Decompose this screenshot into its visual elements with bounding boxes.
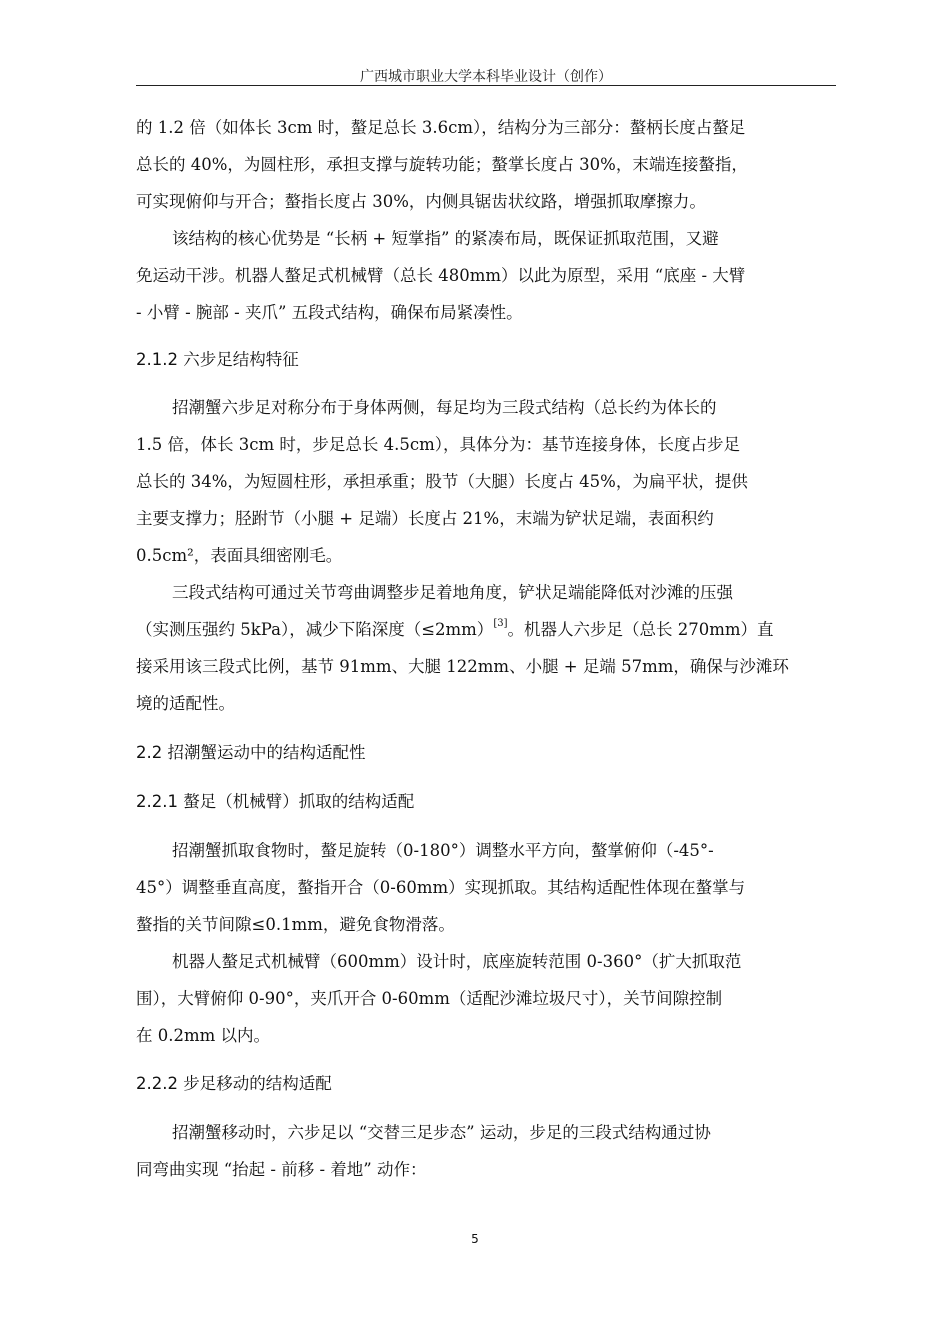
text-line: 接采用该三段式比例，基节 91mm、大腿 122mm、小腿 + 足端 57mm，确保与沙滩环 [136,657,789,676]
section-heading: 2.2 招潮蟹运动中的结构适配性 [136,743,366,762]
text-line: 45°）调整垂直高度，螯指开合（0-60mm）实现抓取。其结构适配性体现在螯掌与 [136,878,746,897]
text-line: 围），大臂俯仰 0-90°，夹爪开合 0-60mm（适配沙滩垃圾尺寸），关节间隙控制 [136,989,723,1008]
page-header: 广西城市职业大学本科毕业设计（创作） [360,69,612,85]
text-line: 螯指的关节间隙≤0.1mm，避免食物滑落。 [136,915,455,934]
text-line: 三段式结构可通过关节弯曲调整步足着地角度，铲状足端能降低对沙滩的压强 [172,583,733,602]
section-heading: 2.2.2 步足移动的结构适配 [136,1074,332,1093]
section-heading: 2.2.1 螯足（机械臂）抓取的结构适配 [136,792,415,811]
text-line: 总长的 40%，为圆柱形，承担支撑与旋转功能；螯掌长度占 30%，末端连接螯指， [136,155,748,174]
text-segment: 。机器人六步足（总长 270mm）直 [507,620,774,639]
text-line: 总长的 34%，为短圆柱形，承担承重；股节（大腿）长度占 45%，为扁平状，提供 [136,472,748,491]
text-line: 招潮蟹六步足对称分布于身体两侧，每足均为三段式结构（总长约为体长的 [172,398,717,417]
text-line: 该结构的核心优势是 “长柄 + 短掌指” 的紧凑布局，既保证抓取范围，又避 [172,229,719,248]
text-line: 主要支撑力；胫跗节（小腿 + 足端）长度占 21%，末端为铲状足端，表面积约 [136,509,714,528]
section-heading: 2.1.2 六步足结构特征 [136,350,299,369]
text-line: 境的适配性。 [136,694,235,713]
text-line: 同弯曲实现 “抬起 - 前移 - 着地” 动作： [136,1160,427,1179]
text-line: 0.5cm²，表面具细密刚毛。 [136,546,343,565]
text-line: 可实现俯仰与开合；螯指长度占 30%，内侧具锯齿状纹路，增强抓取摩擦力。 [136,192,706,211]
header-rule [136,85,836,86]
text-line: 机器人螯足式机械臂（600mm）设计时，底座旋转范围 0-360°（扩大抓取范 [172,952,742,971]
text-line: 招潮蟹抓取食物时，螯足旋转（0-180°）调整水平方向，螯掌俯仰（-45°- [172,841,714,860]
text-line: 招潮蟹移动时，六步足以 “交替三足步态” 运动，步足的三段式结构通过协 [172,1123,711,1142]
citation: [3] [493,618,508,629]
text-line: 1.5 倍，体长 3cm 时，步足总长 4.5cm），具体分为：基节连接身体，长度占步足 [136,435,740,454]
text-segment: （实测压强约 5kPa），减少下陷深度（≤2mm） [136,620,494,639]
page-number: 5 [471,1232,479,1246]
text-line: 的 1.2 倍（如体长 3cm 时，螯足总长 3.6cm），结构分为三部分：螯柄长度占螯足 [136,118,746,137]
text-line: 免运动干涉。机器人螯足式机械臂（总长 480mm）以此为原型，采用 “底座 - 大臂 [136,266,746,285]
text-line: 在 0.2mm 以内。 [136,1026,271,1045]
text-line: - 小臂 - 腕部 - 夹爪” 五段式结构，确保布局紧凑性。 [136,303,523,322]
text-line-with-citation [136,618,836,639]
